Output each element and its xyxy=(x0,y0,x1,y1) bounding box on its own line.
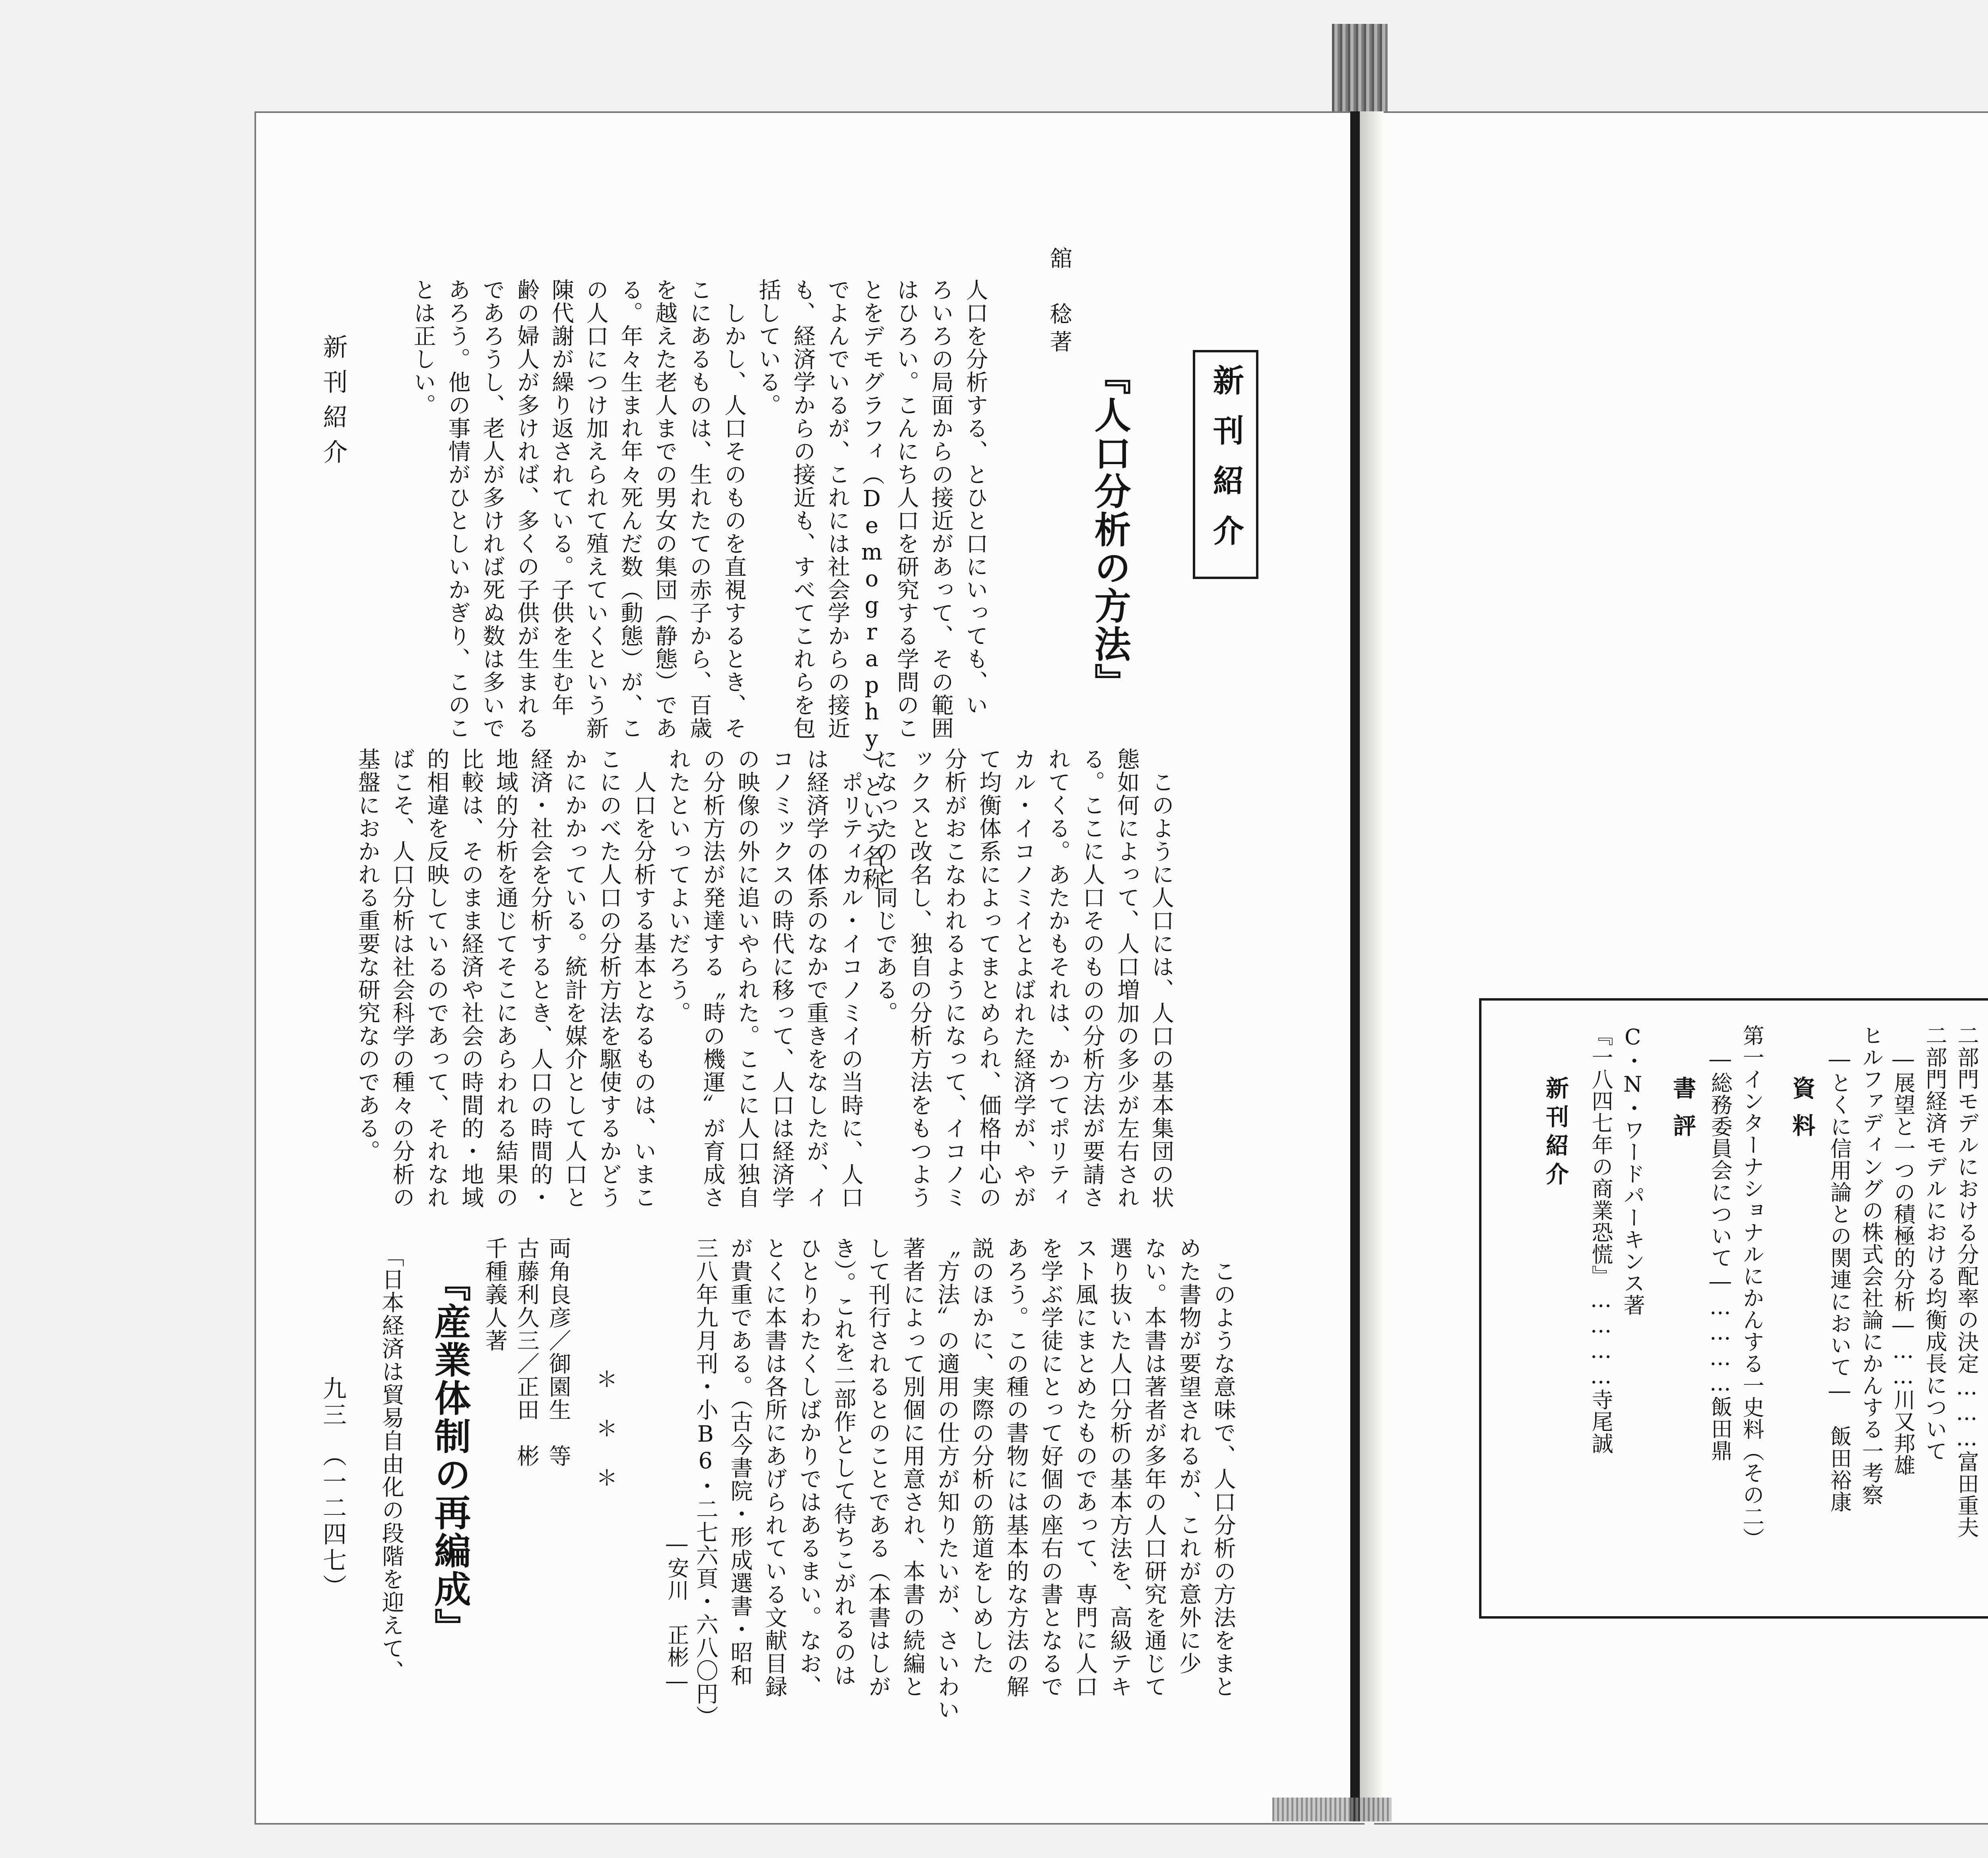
toc-item: ―とくに信用論との関連において― 飯田裕康 xyxy=(1827,1024,1852,1513)
review1-column-3: このような意味で、人口分析の方法をまと めた書物が要望されるが、これが意外に少 ない。本書は著者が多年の人口研究を通じて 選り抜いた人口分析の基本方法を、高級テキ スト風にまとめたものであって、専門に人口 を学ぶ学徒にとって好個の座右の書となるで あろう。この種の書物には基本的な方法の解 説のほかに、実際の分析の筋道をしめした 〝方法〟の適用の仕方が知りたいが、さいわい 著者によって別個に用意され、本書の続編と して刊行されるとのことである（本書はしが き）。これを二部作として待ちこがれるのは ひとりわたくしばかりではあるまい。なお、 とくに本書は各所にあげられている文献目録 が貴重である。（古今書院・形成選書・昭和 三八年九月刊・小B6・二七六頁・六八〇円） xyxy=(692,1237,1236,1728)
review2-opening: 「日本経済は貿易自由化の段階を迎えて、 xyxy=(378,1245,404,1683)
toc-item: 『一八四七年の商業恐慌』…………寺尾誠 xyxy=(1588,1024,1613,1454)
separator-stars: ＊＊＊ xyxy=(592,1368,618,1516)
left-page-folio: 九三 （一二四七） xyxy=(319,1376,347,1600)
toc-item: ―総務委員会について―…………飯田鼎 xyxy=(1708,1024,1733,1462)
toc-item: ―展望と一つの積極的分析―……川又邦雄 xyxy=(1891,1024,1916,1476)
review2-author-line: 両角良彦／御園生 等 xyxy=(545,1237,571,1467)
next-issue-toc xyxy=(1479,998,1988,1619)
review1-column-1: 人口を分析する、とひと口にいっても、い ろいろの局面からの接近があって、その範囲 はひろい。こんにち人口を研究する学問のこ とをデモグラフィ（Demography）という名称 でよんでいるが、これには社会学からの接近 も、経済学からの接近も、すべてこれらを包 括している。 しかし、人口そのものを直視するとき、そ こにあるものは、生れたての赤子から、百歳 を越えた老人までの男女の集団（静態）であ る。年々生まれ年々死んだ数（動態）が、こ の人口につけ加えられて殖えていくという新 陳代謝が繰り返されている。子供を生む年 齢の婦人が多ければ、多くの子供が生まれる であろうし、老人が多ければ死ぬ数は多いで あろう。他の事情がひとしいかぎり、このこ とは正しい。 xyxy=(410,278,988,891)
review1-column-2: このように人口には、人口の基本集団の状 態如何によって、人口増加の多少が左右され る。ここに人口そのものの分析方法が要請さ れてくる。あたかもそれは、かつてポリティ カル・イコノミイとよばれた経済学が、やが て均衡体系によってまとめられ、価格中心の 分析がおこなわれるようになって、イコノミ ックスと改名し、独自の分析方法をもつよう になったのと同じである。 ポリティカル・イコノミイの当時に、人口 は経済学の体系のなかで重きをなしたが、イ コノミックスの時代に移って、人口は経済学 の映像の外に追いやられた。ここに人口独自 の分析方法が発達する〝時の機運〟が育成さ れたといってよいだろう。 人口を分析する基本となるものは、いまこ こにのべた人口の分析方法を駆使するかどう かにかかっている。統計を媒介として人口と 経済・社会を分析するとき、人口の時間的・ 地域的分析を通じてそこにあらわれる結果の 比較は、そのまま経済や社会の時間的・地域 的相違を反映しているのであって、それなれ ばこそ、人口分析は社会科学の種々の分析の 基盤におかれる重要な研究なのである。 xyxy=(354,748,1175,1209)
review1-title: 『人口分析の方法』 xyxy=(1088,358,1132,702)
scan-artifact-bottom xyxy=(1272,1798,1392,1821)
book-spine xyxy=(1350,111,1360,1821)
toc-section-shinkan: 新刊紹介 xyxy=(1541,1076,1569,1191)
left-running-head: 新刊紹介 xyxy=(319,334,348,474)
toc-item: 二部門モデルにおける分配率の決定………富田重夫 xyxy=(1954,1024,1979,1538)
toc-item: C・N・ワードパーキンス著 xyxy=(1620,1024,1645,1316)
page-gutter xyxy=(1360,111,1384,1821)
toc-item: 第一インターナショナルにかんする一史料（その二） xyxy=(1740,1024,1765,1549)
toc-item: 二部門経済モデルにおける均衡成長について xyxy=(1922,1024,1947,1462)
review2-author-line: 古藤利久三／正田 彬 xyxy=(513,1237,540,1467)
section-heading-box: 新刊紹介 xyxy=(1193,350,1258,579)
review1-author: 舘 稔著 xyxy=(1046,247,1072,358)
review2-title: 『産業体制の再編成』 xyxy=(428,1265,472,1646)
toc-section-shohyo: 書評 xyxy=(1669,1076,1696,1151)
toc-item: ヒルファディングの株式会社論にかんする一考察 xyxy=(1859,1024,1884,1506)
toc-section-shiryo: 資料 xyxy=(1788,1076,1815,1151)
review1-signature: ―安川 正彬― xyxy=(664,1531,689,1694)
review2-author-line: 千種義人著 xyxy=(481,1237,508,1352)
